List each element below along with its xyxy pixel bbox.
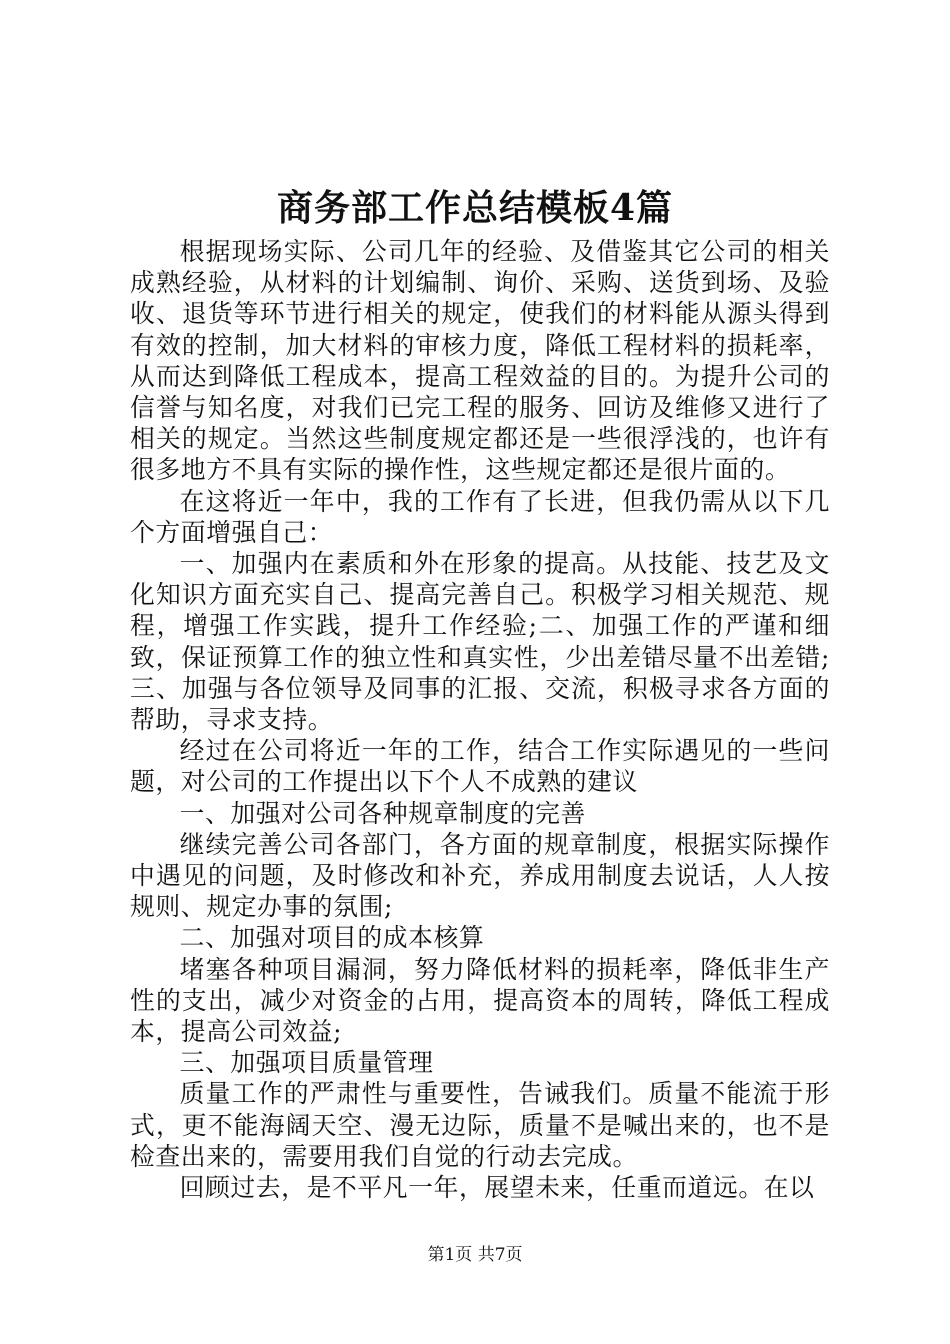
paragraph: 回顾过去，是不平凡一年，展望未来，任重而道远。在以 [179, 1173, 815, 1203]
paragraph: 经过在公司将近一年的工作，结合工作实际遇见的一些问题，对公司的工作提出以下个人不成熟的建议 [130, 736, 830, 797]
page-footer: 第1页 共7页 [427, 1245, 523, 1265]
section-heading: 二、加强对项目的成本核算 [179, 923, 485, 953]
paragraph: 质量工作的严肃性与重要性，告诫我们。质量不能流于形式，更不能海阔天空、漫无边际，质量不是喊出来的，也不是检查出来的，需要用我们自觉的行动去完成。 [130, 1079, 830, 1171]
paragraph: 在这将近一年中，我的工作有了长进，但我仍需从以下几个方面增强自己： [130, 486, 830, 547]
paragraph: 继续完善公司各部门，各方面的规章制度，根据实际操作中遇见的问题，及时修改和补充，养成用制度去说话，人人按规则、规定办事的氛围; [130, 829, 830, 922]
section-heading: 三、加强项目质量管理 [179, 1048, 434, 1078]
paragraph: 堵塞各种项目漏洞，努力降低材料的损耗率，降低非生产性的支出，减少对资金的占用，提高资本的周转，降低工程成本，提高公司效益; [130, 954, 830, 1047]
document-body [130, 236, 830, 1203]
section-heading: 一、加强对公司各种规章制度的完善 [179, 798, 586, 828]
document-title: 商务部工作总结模板4篇 [276, 187, 674, 229]
paragraph: 根据现场实际、公司几年的经验、及借鉴其它公司的相关成熟经验，从材料的计划编制、询价、采购、送货到场、及验收、退货等环节进行相关的规定，使我们的材料能从源头得到有效的控制，加大材料的审核力度，降低工程材料的损耗率，从而达到降低工程成本，提高工程效益的目的。为提升公司的信誉与知名度，对我们已完工程的服务、回访及维修又进行了相关的规定。当然这些制度规定都还是一些很浮浅的，也许有很多地方不具有实际的操作性，这些规定都还是很片面的。 [130, 237, 830, 485]
paragraph: 一、加强内在素质和外在形象的提高。从技能、技艺及文化知识方面充实自己、提高完善自己。积极学习相关规范、规程，增强工作实践，提升工作经验;二、加强工作的严谨和细致，保证预算工作的独立性和真实性，少出差错尽量不出差错;三、加强与各位领导及同事的汇报、交流，积极寻求各方面的帮助，寻求支持。 [130, 549, 830, 735]
